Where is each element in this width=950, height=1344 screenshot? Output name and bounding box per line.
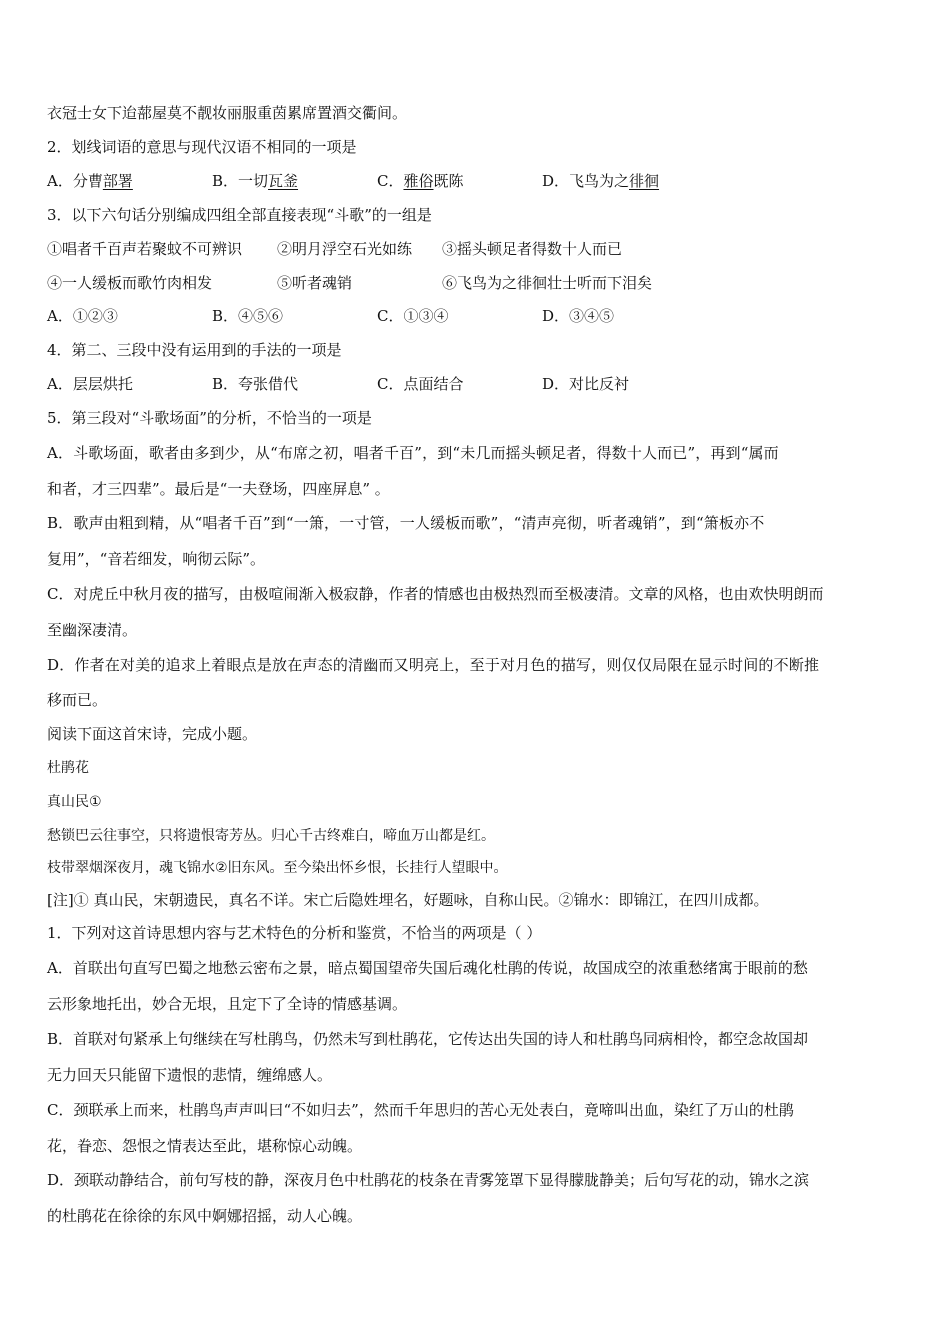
q2-option-b: B．一切瓦釜: [212, 172, 299, 190]
q3-item-3: ③摇头顿足者得数十人而已: [442, 240, 623, 258]
q3-option-b: B．④⑤⑥: [212, 307, 284, 325]
q5-stem: 5．第三段对“斗歌场面”的分析，不恰当的一项是: [47, 409, 372, 427]
q5-option-a-line1: A．斗歌场面，歌者由多到少，从“布席之初，唱者千百”，到“未几而摇头顿足者，得数十人而已”，再到“属而: [47, 444, 779, 462]
q1-option-b-line2: 无力回天只能留下遗恨的悲情，缠绵感人。: [47, 1066, 333, 1084]
q2-option-c: C．雅俗既陈: [377, 172, 464, 190]
q1-option-a-line1: A．首联出句直写巴蜀之地愁云密布之景，暗点蜀国望帝失国后魂化杜鹃的传说，故国成空的浓重愁绪寓于眼前的愁: [47, 959, 808, 977]
poem-line-1: 愁锁巴云往事空，只将遗恨寄芳丛。归心千古终难白，啼血万山都是红。: [47, 828, 495, 844]
q5-option-b-line2: 复用”，“音若细发，响彻云际”。: [47, 550, 266, 568]
q1-option-a-line2: 云形象地托出，妙合无垠，且定下了全诗的情感基调。: [47, 995, 408, 1013]
q3-item-4: ④一人缓板而歌竹肉相发: [47, 274, 213, 292]
q4-option-c: C．点面结合: [377, 375, 464, 393]
poem-line-2: 枝带翠烟深夜月，魂飞锦水②旧东风。至今染出怀乡恨，长挂行人望眼中。: [47, 860, 508, 876]
q1-stem: 1．下列对这首诗思想内容与艺术特色的分析和鉴赏，不恰当的两项是（ ）: [47, 924, 542, 942]
q5-option-a-line2: 和者，才三四辈”。最后是“一夫登场，四座屏息” 。: [47, 480, 390, 498]
q3-item-2: ②明月浮空石光如练: [277, 240, 413, 258]
poem-note: [注]① 真山民，宋朝遗民，真名不详。宋亡后隐姓埋名，好题咏，自称山民。②锦水：即锦江，在四川成都。: [47, 891, 769, 909]
q4-stem: 4．第二、三段中没有运用到的手法的一项是: [47, 341, 342, 359]
q1-option-d-line2: 的杜鹃花在徐徐的东风中婀娜招摇，动人心魄。: [47, 1207, 363, 1225]
q5-option-c-line1: C．对虎丘中秋月夜的描写，由极喧闹渐入极寂静，作者的情感也由极热烈而至极凄清。文章的风格，也由欢快明朗而: [47, 585, 824, 603]
poem-title: 杜鹃花: [47, 760, 89, 776]
q3-item-6: ⑥飞鸟为之徘徊壮士听而下泪矣: [442, 274, 653, 292]
q4-option-b: B．夸张借代: [212, 375, 299, 393]
q3-option-a: A．①②③: [47, 307, 118, 325]
q1-option-b-line1: B．首联对句紧承上句继续在写杜鹃鸟，仍然未写到杜鹃花，它传达出失国的诗人和杜鹃鸟同病相怜，都空念故国却: [47, 1030, 809, 1048]
q2-option-a: A．分曹部署: [47, 172, 133, 190]
q3-item-5: ⑤听者魂销: [277, 274, 353, 292]
poem-author: 真山民①: [47, 794, 102, 810]
q3-item-1: ①唱者千百声若聚蚊不可辨识: [47, 240, 243, 258]
q5-option-d-line2: 移而已。: [47, 691, 108, 709]
q2-stem: 2．划线词语的意思与现代汉语不相同的一项是: [47, 138, 357, 156]
q3-option-d: D．③④⑤: [542, 307, 615, 325]
q5-option-b-line1: B．歌声由粗到精，从“唱者千百”到“一箫，一寸管，一人缓板而歌”，“清声亮彻，听者魂销”，到“箫板亦不: [47, 514, 765, 532]
text-line: 衣冠士女下迨蔀屋莫不靓妆丽服重茵累席置酒交衢间。: [47, 104, 408, 122]
q3-stem: 3．以下六句话分别编成四组全部直接表现“斗歌”的一组是: [47, 206, 432, 224]
q1-option-c-line2: 花，眷恋、怨恨之情表达至此，堪称惊心动魄。: [47, 1137, 363, 1155]
q5-option-c-line2: 至幽深凄清。: [47, 621, 138, 639]
q2-option-d: D．飞鸟为之徘徊: [542, 172, 660, 190]
poem-intro: 阅读下面这首宋诗，完成小题。: [47, 725, 258, 743]
q1-option-d-line1: D．颈联动静结合，前句写枝的静，深夜月色中杜鹃花的枝条在青雾笼罩下显得朦胧静美；后句写花的动，锦水之滨: [47, 1171, 810, 1189]
q5-option-d-line1: D．作者在对美的追求上着眼点是放在声态的清幽而又明亮上，至于对月色的描写，则仅仅局限在显示时间的不断推: [47, 656, 820, 674]
q1-option-c-line1: C．颈联承上而来，杜鹃鸟声声叫曰“不如归去”，然而千年思归的苦心无处表白，竟啼叫出血，染红了万山的杜鹃: [47, 1101, 794, 1119]
q3-option-c: C．①③④: [377, 307, 449, 325]
q4-option-a: A．层层烘托: [47, 375, 133, 393]
q4-option-d: D．对比反衬: [542, 375, 630, 393]
